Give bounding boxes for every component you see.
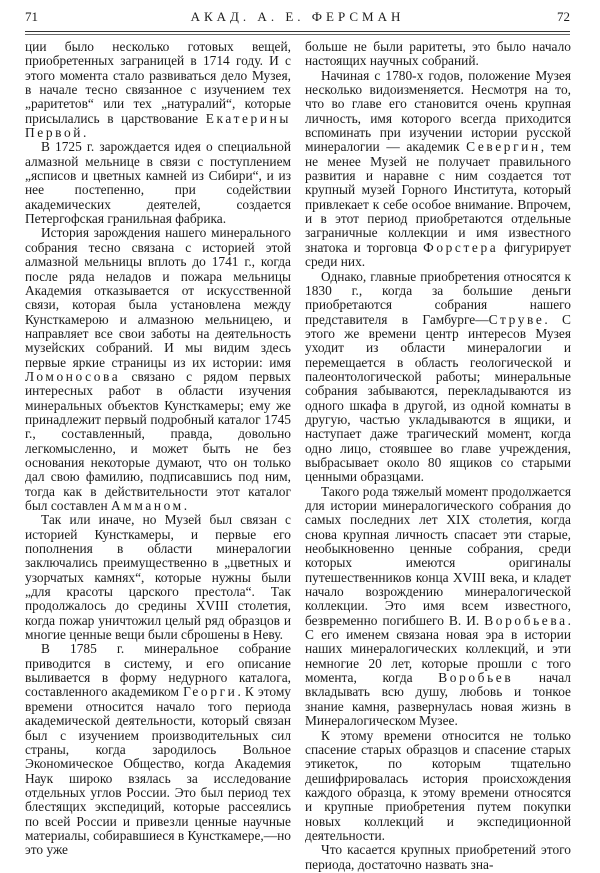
- text-run: .: [83, 125, 87, 141]
- text-run: Начиная с 1780-х годов, положение Музея несколько видоизменяется. Несмотря на то, что во главе его становится очень крупная личность, имя которого всегда приходится вспоминать при изучении истории русской минералогии — академик: [305, 67, 571, 155]
- text-run: Однако, главные приобретения относятся к 1830 г., когда за большие деньги приобретаются собрания нашего представителя в Гамбурге—: [305, 268, 571, 327]
- book-page-spread: [25, 0, 570, 873]
- page-number-right: 72: [557, 9, 570, 24]
- left-text-column: [25, 40, 291, 858]
- spaced-name: Севергин: [466, 139, 541, 155]
- header-rule-thin: [25, 31, 570, 32]
- text-run: К этому времени относится не только спасение старых образцов и спасение старых этикеток, по которым тщательно дешифрировалась история происхождения каждого образца, к этому времени относятся и крупные приобретения путем покупки новых коллекций и экспедиционной деятельности.: [305, 727, 571, 843]
- running-header: [25, 9, 570, 25]
- paragraph: [25, 513, 291, 642]
- text-run: связано с рядом первых интересных работ в области изучения минеральных объектов Кунсткамеры; ему же принадлежит первый подробный каталог 1745 г., составленный, правда, довольно легкомысленно, и может быть не без основания некоторые думают, что он только дал свою фамилию, подписавшись под ним, тогда как в действительности этот каталог был составлен: [25, 368, 291, 513]
- text-run: .: [183, 498, 188, 513]
- paragraph: [305, 485, 571, 729]
- header-rule-thick: [25, 34, 570, 36]
- text-run: Такого рода тяжелый момент продолжается для истории минералогического собрания до самых последних лет XIX столетия, когда снова крупная личность спасает эти старые, необыкновенно ценные собрания, среди которых имеются оригиналы путешественников конца XVIII века, и кладет начало возрождению минералогической коллекции. Это имя всем известного, безвременно погибшего В. И.: [305, 483, 571, 628]
- paragraph: [305, 40, 571, 69]
- text-run: . С его именем связана новая эра в истории наших минералогических коллекций, и эти немногие 20 лет, которые прошли с того момента, когда: [305, 612, 571, 686]
- right-text-column: [305, 40, 571, 872]
- text-run: История зарождения нашего минерального собрания тесно связана с историей этой алмазной мельницы вплоть до 1741 г., когда после ряда неладов и пожара мельницы Академия отказывается от искусственной связи, которая была установлена между Кунсткамерою и алмазною мельницею, и направляет все свои заботы на деятельность музейских собраний. И мы видим здесь первые яркие страницы из их истории: имя: [25, 225, 291, 370]
- spaced-name: Ломоносова: [25, 368, 121, 384]
- paragraph: [25, 40, 291, 140]
- spaced-name: Воробьева: [484, 612, 568, 628]
- text-run: Что касается крупных приобретений этого периода, достаточно назвать зна-: [305, 842, 571, 872]
- spaced-name: Струве: [488, 311, 545, 327]
- spaced-name: Екатерины Первой: [25, 110, 291, 141]
- spaced-name: Форстера: [423, 239, 499, 255]
- paragraph: [305, 270, 571, 485]
- paragraph: [25, 642, 291, 857]
- running-title: АКАД. А. Е. ФЕРСМАН: [190, 9, 405, 24]
- paragraph: [25, 140, 291, 226]
- text-run: Так или иначе, но Музей был связан с историей Кунсткамеры, и первые его пополнения в области минералогии заключались преимущественно в „цветных и узорчатых камнях“, которые нужны были „для красоты царского престола“. Так продолжалось до средины XVIII столетия, когда пожар уничтожил целый ряд образцов и многие ценные вещи были сброшены в Неву.: [25, 512, 291, 643]
- text-run: , тем не менее Музей не получает правильного развития и наравне с ним создается тот крупный музей Горного Института, который привлекает к себе особое внимание. Впрочем, и в этот период приобретаются отдельные заграничные коллекции и имя известного знатока и торговца: [305, 139, 571, 255]
- text-run: . К этому времени относится начало того периода академической деятельности, который связан был с изучением производительных сил страны, когда зародилось Вольное Экономическое Общество, когда Академия Наук широко взялась за исследование отдельных углов России. Это был период тех блестящих экспедиций, которые рассеялись по всей России и привезли ценные научные материалы, собиравшиеся в Кунсткамере,—но это уже: [25, 684, 292, 858]
- text-run: фигурирует среди них.: [305, 239, 572, 270]
- spaced-name: Амманом: [111, 498, 184, 513]
- text-run: начал вкладывать всю душу, любовь и тонкое знание камня, развернулась новая жизнь в Минералогическом Музее.: [305, 670, 571, 729]
- paragraph: [305, 729, 571, 844]
- spaced-name: Воробьев: [438, 670, 514, 686]
- text-run: В 1785 г. минеральное собрание приводится в систему, и его описание выливается в форму недурного каталога, составленного академиком: [25, 641, 291, 700]
- paragraph: [305, 843, 571, 872]
- text-run: . С этого же времени центр интересов Музея уходит из области минералогии и перемещается в область геологической и палеонтологической работы; минеральные собрания забываются, перекладываются из одного шкафа в другой, из одной комнаты в другую, частью укладываются в ящики, и наступает даже трагический момент, когда одно лицо, стоявшее во главе учреждения, выбрасывает около 80 ящиков со старыми ценными образцами.: [305, 311, 571, 485]
- spaced-name: Георги: [183, 684, 238, 700]
- text-run: ции было несколько готовых вещей, приобретенных заграницей в 1714 году. И с этого момента стало развиваться дело Музея, в начале тесно связанное с изучением тех „раритетов“ или тех „натуралий“, которые присылались в царствование: [25, 39, 291, 126]
- paragraph: [305, 69, 571, 270]
- page-number-left: 71: [25, 9, 38, 24]
- paragraph: [25, 226, 291, 513]
- text-run: больше не были раритеты, это было начало настоящих научных собраний.: [305, 39, 571, 69]
- text-run: В 1725 г. зарождается идея о специальной алмазной мельнице в связи с поступлением „ясписов и цветных камней из Сибири“, и из нее постепенно, при содействии академических деятелей, создается Петергофская гранильная фабрика.: [25, 139, 291, 227]
